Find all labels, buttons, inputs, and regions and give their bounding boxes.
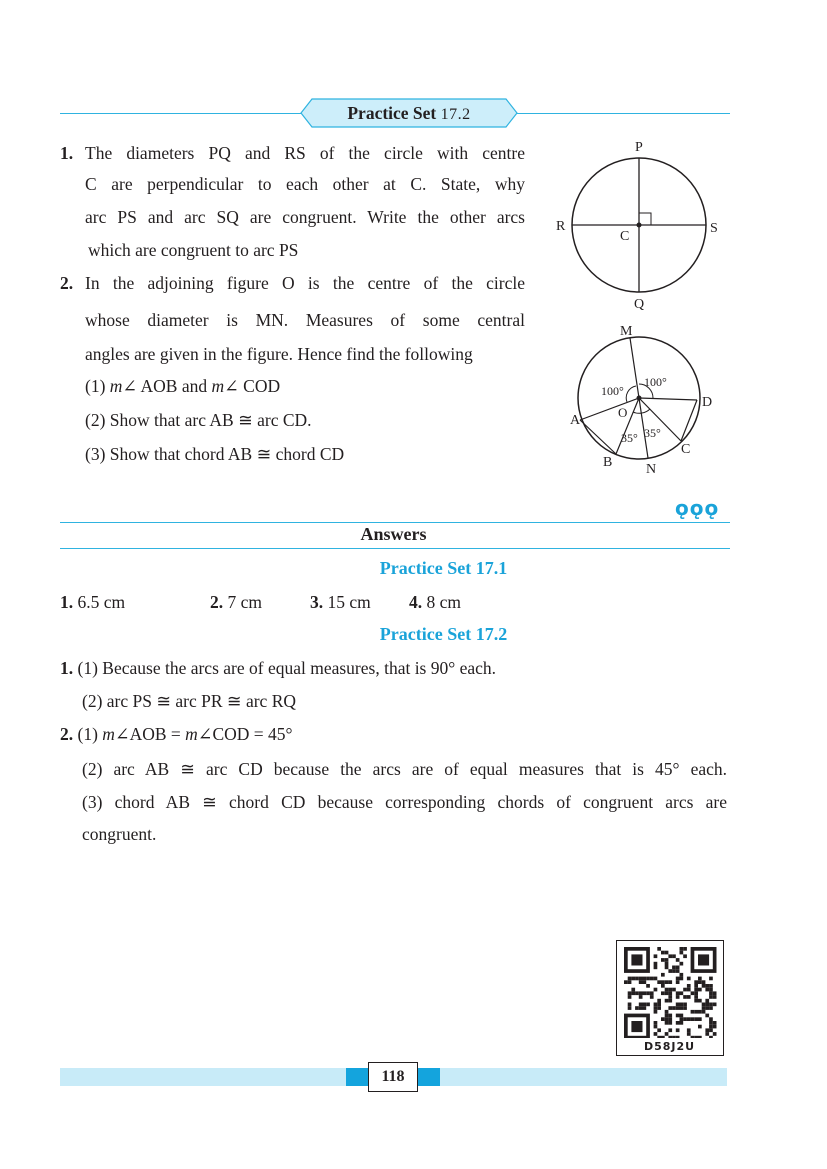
answer-17-2-q2-end: ∠COD = 45° [197,724,293,744]
answer-17-1-item-3-num: 3. [310,592,324,612]
figure-1-circle [545,135,735,315]
fig1-label-c: C [620,229,630,244]
answer-17-1-item-1-num: 1. [60,592,74,612]
qr-code-label: D58J2U [643,1040,696,1053]
answer-17-2-q2-line-2: (2) arc AB ≅ arc CD because the arcs are of equal measures that is 45° each. [82,759,727,779]
answers-set-17-2-title: Practice Set 17.2 [379,624,508,644]
answer-17-1-item-2 [210,591,262,613]
answer-17-2-q2-line-3: (3) chord AB ≅ chord CD because corresponding chords of congruent arcs are [82,792,727,812]
practice-set-heading [300,98,518,128]
fig2-chord-cd [681,400,697,441]
answer-17-2-q1-text-1: (1) Because the arcs are of equal measures, that is 90° each. [73,658,497,678]
q2-line-3: angles are given in the figure. Hence find the following [85,344,473,364]
fig2-label-a: A [570,413,581,428]
answer-17-2-q2-m2: m [185,724,198,744]
q2-sub-2: (2) Show that arc AB ≅ arc CD. [85,410,312,430]
fig2-angle-100-left: 100° [601,384,624,398]
figure-2-circle [560,320,730,480]
answer-17-2-q2-mid: ∠AOB = [114,724,186,744]
q2-line-2: whose diameter is MN. Measures of some central [85,310,525,330]
answer-17-2-q2-line-1 [60,723,293,745]
answer-17-2-q1-line-2: (2) arc PS ≅ arc PR ≅ arc RQ [82,691,296,711]
fig1-label-r: R [556,219,566,234]
heading-title-number: 17.2 [440,106,471,123]
q2-line-1: In the adjoining figure O is the centre of the circle [85,273,525,293]
answer-17-1-item-2-num: 2. [210,592,224,612]
heading-title-text: Practice Set [347,103,437,123]
fig2-radius-od [639,398,697,400]
answer-17-1-item-3 [310,591,371,613]
q2-sub-1-label: (1) [85,376,110,396]
answers-set-17-1-title: Practice Set 17.1 [379,558,508,578]
q1-line-3: arc PS and arc SQ are congruent. Write the other arcs [85,207,525,227]
q1-line-4: which are congruent to arc PS [88,240,299,260]
fig2-angle-35-left: 35° [621,431,638,445]
qr-code-pattern [618,943,723,1038]
answer-17-2-q2-m1: m [102,724,115,744]
q2-sub-1-m1: m [109,376,123,396]
fig2-chord-ab [580,420,616,454]
fig1-label-s: S [710,221,718,236]
q1-line-1: The diameters PQ and RS of the circle with centre [85,143,525,163]
q2-sub-1-end: ∠ COD [224,376,281,396]
answers-bottom-rule [60,548,730,549]
answer-17-2-q2-line-4: congruent. [82,824,157,844]
q1-line-2: C are perpendicular to each other at C. State, why [85,174,525,194]
fig1-label-q: Q [634,297,645,312]
q2-sub-1-mid: ∠ AOB and [122,376,212,396]
fig2-label-m: M [620,324,633,339]
fig2-angle-35-right: 35° [644,426,661,440]
fig2-label-d: D [702,395,713,410]
answer-17-2-q1-num: 1. [60,658,74,678]
answer-17-1-item-1-text: 6.5 cm [73,592,126,612]
answer-17-1-item-4 [409,591,461,613]
fig1-right-angle-mark [639,213,651,225]
q1-number: 1. [60,143,74,163]
fig2-label-n: N [646,462,657,477]
fig2-centre-dot [637,396,642,401]
q2-sub-1-m2: m [211,376,225,396]
answer-17-2-q1-line-1 [60,657,496,679]
answers-title: Answers [360,524,427,544]
answer-17-2-q2-pre: (1) [73,724,103,744]
answer-17-1-item-3-text: 15 cm [323,592,371,612]
answer-17-2-q2-num: 2. [60,724,74,744]
answer-17-1-item-1 [60,591,125,613]
fig2-label-o: O [618,405,628,420]
q2-number: 2. [60,273,74,293]
fig2-label-c: C [681,442,691,457]
q2-sub-3: (3) Show that chord AB ≅ chord CD [85,444,345,464]
qr-code[interactable] [616,940,724,1056]
fig1-label-p: P [635,140,643,155]
answer-17-1-item-4-num: 4. [409,592,423,612]
fig2-angle-100-right: 100° [644,375,667,389]
page-number: 118 [368,1062,418,1092]
end-ornament: ǫǫǫ [675,496,720,520]
fig1-centre-dot [637,223,642,228]
fig2-arc-angle-4 [642,409,650,413]
fig2-label-b: B [603,455,613,470]
answer-17-1-item-4-text: 8 cm [422,592,462,612]
heading-title [300,98,518,128]
answer-17-1-item-2-text: 7 cm [223,592,263,612]
fig2-radius-oa [580,398,639,420]
q2-sub-1 [85,375,280,397]
